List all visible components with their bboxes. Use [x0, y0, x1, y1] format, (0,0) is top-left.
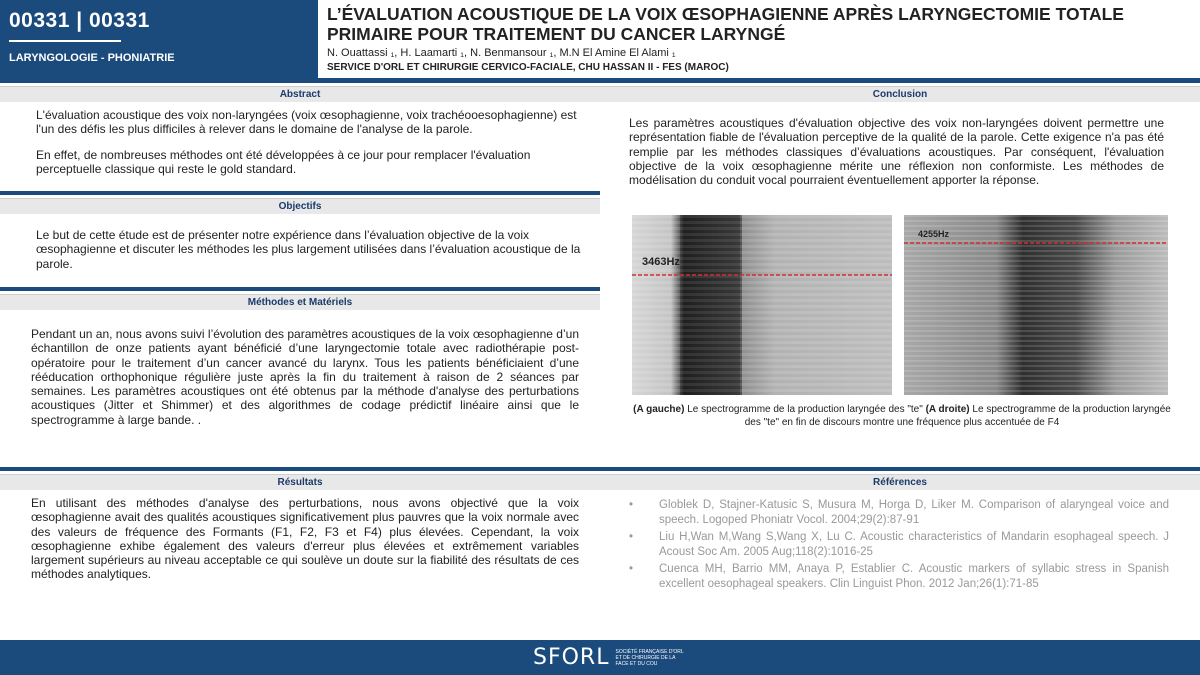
section-header-resultats: Résultats	[0, 474, 600, 490]
caption-b-label: (A droite)	[925, 404, 970, 415]
id-divider	[9, 40, 121, 42]
section-header-references: Références	[600, 474, 1200, 490]
title-block	[327, 4, 1187, 73]
resultats-paragraph: En utilisant des méthodes d'analyse des perturbations, nous avons objectivé que la voix œsophagienne avait des qualités acoustiques significativement plus pauvres que la voix normale avec des valeurs de fréquence des Formants (F1, F2, F3 et F4) plus élevées. Cependant, la voix œsophagienne exhibe également des valeurs d'erreur plus élevées et extrêmement variables largement supérieurs au niveau acceptable ce qui soulève un doute sur la fiabilité des résultats de ces méthodes analytiques.	[31, 496, 579, 582]
affiliation: SERVICE D'ORL ET CHIRURGIE CERVICO-FACIALE, CHU HASSAN II - FES (MAROC)	[327, 62, 729, 73]
reference-item	[629, 562, 1169, 592]
reference-list	[629, 498, 1169, 594]
authors: N. Ouattassi ₁, H. Laamarti ₁, N. Benmansour ₁, M.N El Amine El Alami ₁	[327, 47, 676, 59]
title-line-1: L’ÉVALUATION ACOUSTIQUE DE LA VOIX ŒSOPHAGIENNE APRÈS LARYNGECTOMIE TOTALE	[327, 4, 1124, 24]
reference-text: Liu H,Wan M,Wang S,Wang X, Lu C. Acoustic characteristics of Mandarin esophageal speech. J Acoust Soc Am. 2005 Aug;118(2):1016-25	[659, 531, 1169, 558]
bullet-icon: •	[629, 531, 634, 543]
conclusion-paragraph: Les paramètres acoustiques d'évaluation objective des voix non-laryngées doivent permettre une représentation fiable de l'évaluation perceptive de la qualité de la parole. Cette exigence n'a pas été remplie par les méthodes classiques d’évaluations acoustiques. Par conséquent, l'évaluation objective de la voix œsophagienne mérite une réflexion non conformiste. Les méthodes de modélisation du conduit vocal pourraient éventuellement apporter la réponse.	[629, 116, 1164, 188]
section-divider	[0, 467, 600, 471]
abstract-paragraph-1: L'évaluation acoustique des voix non-laryngées (voix œsophagienne, voix trachéooesophagienne) est l'un des défis les plus difficiles à relever dans le domaine de l'analyse de la parole.	[36, 108, 577, 137]
bullet-icon: •	[629, 499, 634, 511]
section-header-conclusion: Conclusion	[600, 86, 1200, 102]
section-header-methodes: Méthodes et Matériels	[0, 294, 600, 310]
sforl-logo	[533, 645, 685, 670]
reference-item	[629, 498, 1169, 528]
section-divider	[0, 191, 600, 195]
spectrogram-right	[904, 215, 1168, 395]
frequency-label-right: 4255Hz	[918, 229, 950, 239]
section-divider	[600, 467, 1200, 471]
section-header-abstract: Abstract	[0, 86, 600, 102]
reference-text: Globlek D, Stajner-Katusic S, Musura M, Horga D, Liker M. Comparison of alaryngeal voice and speech. Logoped Phoniatr Vocol. 2004;29(2):87-91	[659, 499, 1169, 526]
methodes-paragraph: Pendant un an, nous avons suivi l’évolution des paramètres acoustiques de la voix œsophagienne d’un échantillon de onze patients ayant bénéficié d’une laryngectomie totale avec radiothérapie post-opératoire pour le traitement d’un cancer avancé du larynx. Tous les patients bénéficiaient d’une rééducation orthophonique régulière juste après la fin du traitement à raison de 2 séances par semaines. Les paramètres acoustiques ont été obtenus par la méthode d'analyse des perturbations acoustiques (Jitter et Shimmer) et des algorithmes de codage prédictif linéaire ainsi que le spectrogramme à large bande. .	[31, 327, 579, 427]
caption-a-label: (A gauche)	[633, 404, 685, 415]
poster-title	[327, 4, 1187, 44]
poster-header	[0, 0, 1200, 78]
abstract-paragraph-2: En effet, de nombreuses méthodes ont été développées à ce jour pour remplacer l'évaluation perceptuelle classique qui reste le gold standard.	[36, 148, 531, 177]
frequency-label-left: 3463Hz	[642, 256, 680, 268]
section-divider	[0, 287, 600, 291]
title-line-2: PRIMAIRE POUR TRAITEMENT DU CANCER LARYNGÉ	[327, 24, 786, 44]
header-rule	[0, 78, 1200, 83]
spectrogram-left	[632, 215, 892, 395]
poster-id-box	[0, 0, 318, 78]
section-header-objectifs: Objectifs	[0, 198, 600, 214]
caption-b-text: Le spectrogramme de la production laryngée des "te" en fin de discours montre une fréquence plus accentuée de F4	[744, 404, 1171, 428]
reference-text: Cuenca MH, Barrio MM, Anaya P, Establier C. Acoustic markers of syllabic stress in Spanish excellent oesophageal speakers. Clin Linguist Phon. 2012 Jan;26(1):71-85	[659, 563, 1169, 590]
reference-item	[629, 530, 1169, 560]
logo-text: SFORL	[533, 645, 610, 670]
poster-id: 00331 | 00331	[9, 9, 150, 32]
objectifs-paragraph: Le but de cette étude est de présenter notre expérience dans l’évaluation objective de la voix œsophagienne et discuter les méthodes les plus largement utilisées dans l’évaluation acoustique de la parole.	[36, 228, 581, 271]
caption-a-text: Le spectrogramme de la production laryngée des "te"	[684, 404, 926, 415]
bullet-icon: •	[629, 563, 634, 575]
logo-subtitle: SOCIÉTÉ FRANÇAISE D'ORL ET DE CHIRURGIE DE LA FACE ET DU COU	[615, 648, 684, 667]
speciality-label: LARYNGOLOGIE - PHONIATRIE	[9, 52, 175, 64]
figure-caption	[632, 403, 1172, 429]
